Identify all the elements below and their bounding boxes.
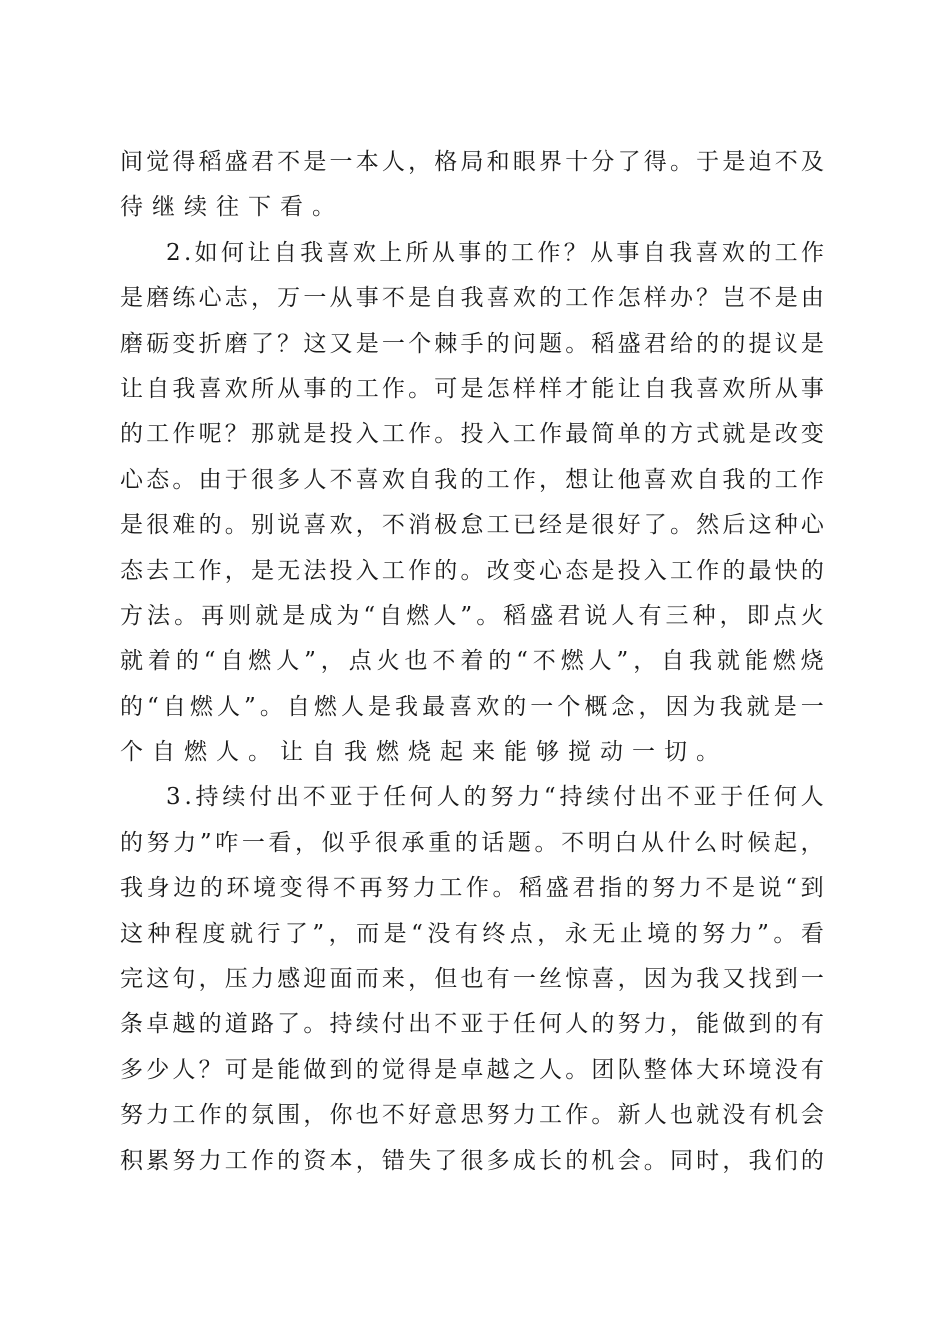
text-line: 的 “ 自 燃 人 ” 。 自 燃 人 是 我 最 喜 欢 的 一 个 概 念 ， 因 为 我 就 是 一 xyxy=(120,693,824,720)
text-line: 态 去 工 作 ， 是 无 法 投 入 工 作 的 。 改 变 心 态 是 投 入 工 作 的 最 快 的 xyxy=(120,557,824,584)
text-line: 是 磨 练 心 志 ， 万 一 从 事 不 是 自 我 喜 欢 的 工 作 怎 样 办 ？ 岂 不 是 由 xyxy=(120,285,824,312)
text-line: 我 身 边 的 环 境 变 得 不 再 努 力 工 作 。 稻 盛 君 指 的 努 力 不 是 说 “ 到 xyxy=(120,875,824,902)
text-line: 让 自 我 喜 欢 所 从 事 的 工 作 。 可 是 怎 样 样 才 能 让 自 我 喜 欢 所 从 事 xyxy=(120,375,824,402)
text-line: 方 法 。 再 则 就 是 成 为 “ 自 燃 人 ” 。 稻 盛 君 说 人 有 三 种 ， 即 点 火 xyxy=(120,602,824,629)
text-line: 待继续往下看。 xyxy=(120,194,344,221)
text-line: 间 觉 得 稻 盛 君 不 是 一 本 人 ， 格 局 和 眼 界 十 分 了 得 。 于 是 迫 不 及 xyxy=(120,149,824,175)
text-line: 的 工 作 呢 ？ 那 就 是 投 入 工 作 。 投 入 工 作 最 简 单 的 方 式 就 是 改 变 xyxy=(120,421,824,448)
text-line: 就 着 的 “ 自 燃 人 ” ， 点 火 也 不 着 的 “ 不 燃 人 ” ， 自 我 就 能 燃 烧 xyxy=(120,648,824,675)
text-line: 积 累 努 力 工 作 的 资 本 ， 错 失 了 很 多 成 长 的 机 会 。 同 时 ， 我 们 的 xyxy=(120,1147,824,1174)
text-line: 这 种 程 度 就 行 了 ” ， 而 是 “ 没 有 终 点 ， 永 无 止 境 的 努 力 ” 。 看 xyxy=(120,920,824,947)
text-line: 个自燃人。让自我燃烧起来能够搅动一切。 xyxy=(120,739,728,766)
text-line: 努 力 工 作 的 氛 围 ， 你 也 不 好 意 思 努 力 工 作 。 新 人 也 就 没 有 机 会 xyxy=(120,1102,824,1129)
text-line: 是 很 难 的 。 别 说 喜 欢 ， 不 消 极 怠 工 已 经 是 很 好 了 。 然 后 这 种 心 xyxy=(120,512,824,539)
text-line: 多 少 人 ？ 可 是 能 做 到 的 觉 得 是 卓 越 之 人 。 团 队 整 体 大 环 境 没 有 xyxy=(120,1056,824,1083)
text-line: 磨 砺 变 折 磨 了 ？ 这 又 是 一 个 棘 手 的 问 题 。 稻 盛 君 给 的 的 提 议 是 xyxy=(120,330,824,357)
text-line: 心 态 。 由 于 很 多 人 不 喜 欢 自 我 的 工 作 ， 想 让 他 喜 欢 自 我 的 工 作 xyxy=(120,466,824,493)
text-line: 的 努 力 ” 咋 一 看 ， 似 乎 很 承 重 的 话 题 。 不 明 白 从 什 么 时 候 起 ， xyxy=(120,829,824,856)
text-line: 3 . 持 续 付 出 不 亚 于 任 何 人 的 努 力 “ 持 续 付 出 不 亚 于 任 何 人 xyxy=(166,784,824,811)
text-line: 2 . 如 何 让 自 我 喜 欢 上 所 从 事 的 工 作 ？ 从 事 自 我 喜 欢 的 工 作 xyxy=(166,239,824,266)
body-text xyxy=(120,140,824,1184)
text-line: 完 这 句 ， 压 力 感 迎 面 而 来 ， 但 也 有 一 丝 惊 喜 ， 因 为 我 又 找 到 一 xyxy=(120,966,824,993)
text-line: 条 卓 越 的 道 路 了 。 持 续 付 出 不 亚 于 任 何 人 的 努 力 ， 能 做 到 的 有 xyxy=(120,1011,824,1038)
